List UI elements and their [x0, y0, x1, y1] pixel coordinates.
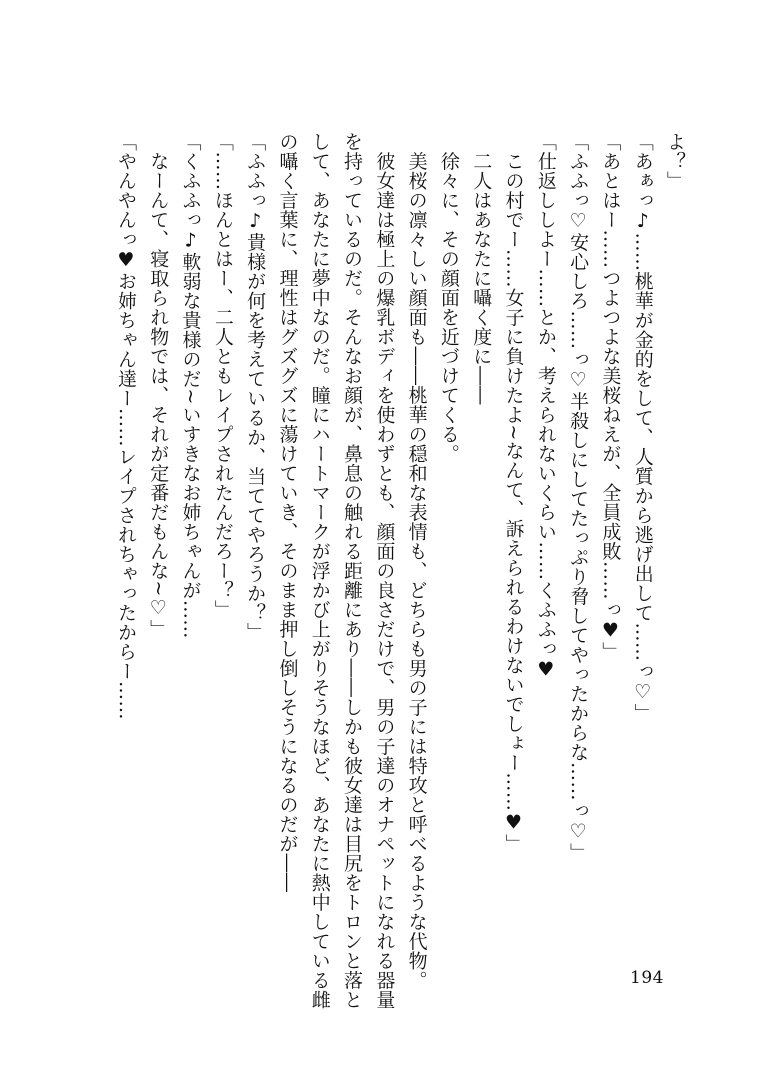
text-line: 二人はあなたに囁く度に――	[470, 132, 493, 405]
vertical-text-body	[110, 132, 691, 1010]
text-line: 「ふふっ♪貴様が何を考えているか、当ててやろうか？」	[244, 132, 267, 642]
text-line: 「あとはー……つよつよな美桜ねえが、全員成敗……っ♥」	[599, 132, 622, 662]
text-line: なーんて、寝取られ物では、それが定番だもんな~♡」	[147, 132, 170, 639]
text-line: を持っているのだ。そんなお顔が、鼻息の触れる距離にあり――しかも彼女達は目尻をトロンと落と	[341, 132, 364, 1010]
text-line: して、あなたに夢中なのだ。瞳にハートマークが浮かび上がりそうなほど、あなたに熱中している雌	[308, 132, 331, 1010]
text-line: の囁く言葉に、理性はグズグズに蕩けていき、そのまま押し倒しそうになるのだが――	[276, 132, 299, 893]
text-line: 美桜の凛々しい顔面も――桃華の穏和な表情も、どちらも男の子には特攻と呼べるような代物。	[405, 132, 428, 990]
text-line: 徐々に、その顔面を近づけてくる。	[437, 132, 460, 464]
page-number: 194	[630, 968, 664, 988]
text-line: 「あぁっ♪……桃華が金的をして、人質から逃げ出して……っ♡」	[631, 132, 654, 723]
text-line: 「……ほんとはー、二人ともレイプされたんだろー？」	[211, 132, 234, 620]
text-line: この村でー……女子に負けたよ~なんて、訴えられるわけないでしょー……♥」	[502, 132, 525, 854]
text-line: 彼女達は極上の爆乳ボディを使わずとも、顔面の良さだけで、男の子達のオナペットになれる器量	[373, 132, 396, 1010]
text-line: よ？」	[664, 132, 686, 191]
text-line: 「仕返ししよー……とか、考えられないくらい……くふふっ♥	[534, 132, 557, 681]
text-line: 「やんやんっ♥お姉ちゃん達ー……レイプされちゃったからー……	[114, 132, 137, 720]
text-line: 「ふふっ♡安心しろ……っ♡半殺しにしてたっぷり脅してやったからな……っ♡」	[567, 132, 590, 863]
text-line: 「くふふっ♪軟弱な貴様のだ~いすきなお姉ちゃんが……	[179, 132, 202, 639]
